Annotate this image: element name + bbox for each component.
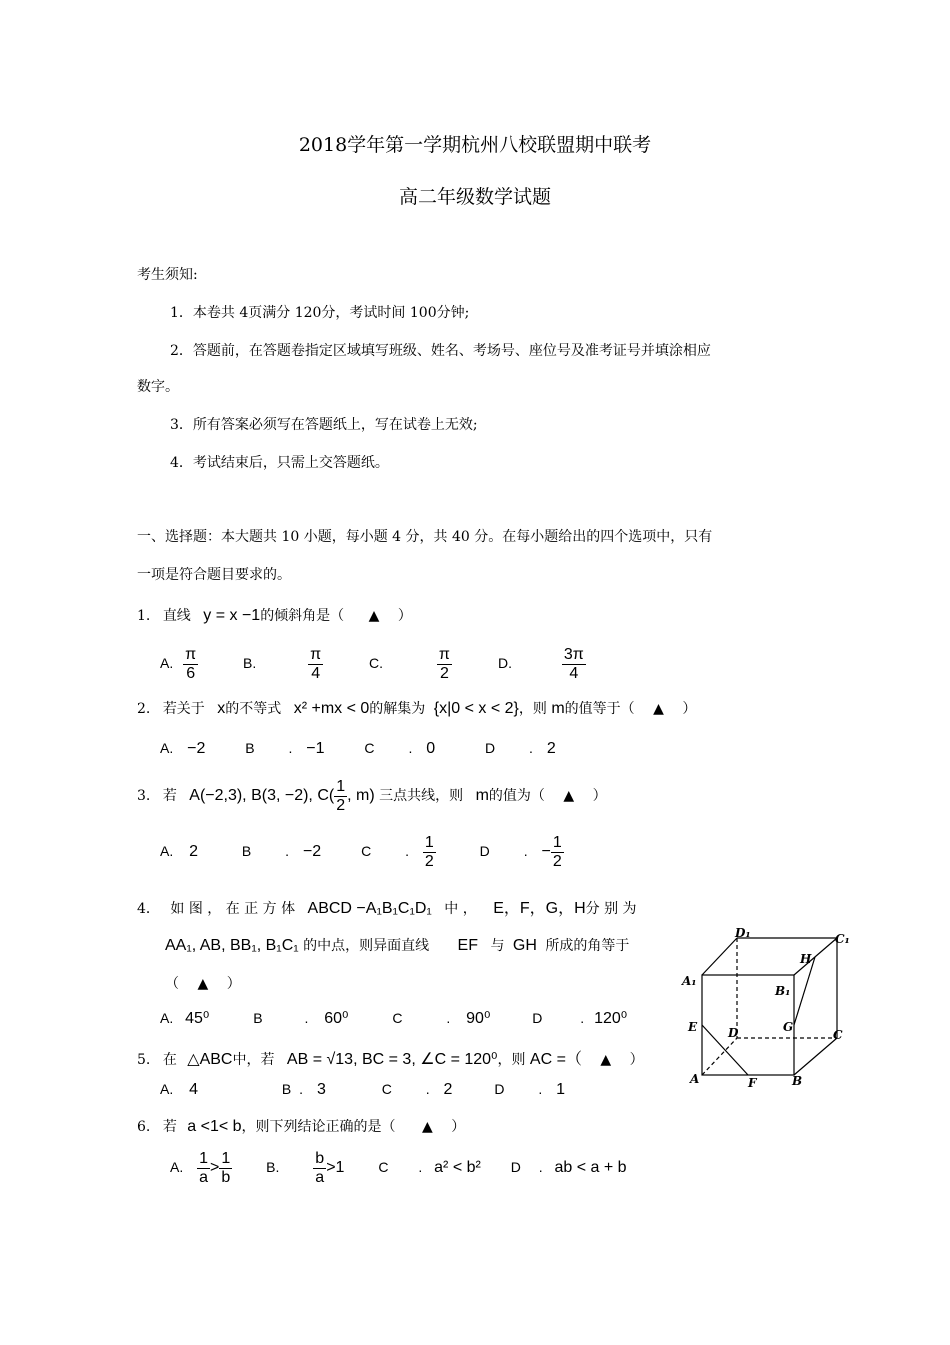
notice-heading: 考生须知: [137,267,198,283]
cube-figure [680,925,855,1095]
section-heading: 一项是符合题目要求的。 [137,567,291,583]
label-d: D [728,1026,739,1040]
question-6-options: A. $\frac{1}{a}$ > $\frac{1}{b}$ B. $\frac{b}{a}$ >1 C . a² < b² D . ab < a + b [170,1150,627,1186]
question-3: 3. 若 A(−2,3), B(3, −2), C( $\frac{1}{2}$ , m) 三点共线，则 m的值为（ ▲ ） [137,778,607,814]
exam-title: 2018学年第一学期杭州八校联盟期中联考 [298,134,652,156]
question-3-options: A. 2 B . −2 C . $\frac{1}{2}$ D . − $\frac{1}{2}$ [160,834,562,870]
question-6: 6. 若 a <1< b，则下列结论正确的是（ ▲ ） [137,1118,466,1135]
notice-item: 数字。 [137,379,179,395]
question-1-option-d: D. $\frac{3\pi}{4}$ [498,646,584,682]
question-1-option-a: A. $\frac{\pi}{6}$ [160,646,197,682]
question-4-blank: （ ▲ ） [165,976,241,992]
label-f: F [748,1076,757,1090]
label-c: C [833,1028,843,1042]
notice-item: 3．所有答案必须写在答题纸上，写在试卷上无效; [170,417,478,433]
question-1-option-c: C. $\frac{\pi}{2}$ [369,646,450,682]
label-e: E [688,1020,698,1034]
notice-item: 1．本卷共 4页满分 120分，考试时间 100分钟; [170,305,470,321]
label-h: H [800,952,812,966]
question-4-line2: AA₁, AB, BB₁, B₁C₁ 的中点，则异面直线 EF 与 GH 所成的角等于 [165,937,630,954]
label-b1: B₁ [775,984,791,998]
question-1: 1. 直线 y = x −1的倾斜角是（ ▲ ） [137,607,412,624]
exam-subtitle: 高二年级数学试题 [398,186,551,208]
question-2: 2. 若关于 x的不等式 x² +mx < 0的解集为 {x|0 < x < 2}，则 m的值等于（ ▲ ） [137,700,697,717]
section-heading: 一、选择题：本大题共 10 小题，每小题 4 分，共 40 分。在每小题给出的四个选项中，只有 [137,529,713,545]
label-a: A [690,1072,700,1086]
question-5-options: A. 4 B . 3 C . 2 D . 1 [160,1081,566,1098]
label-c1: C₁ [835,932,850,946]
label-a1: A₁ [682,974,697,988]
label-d1: D₁ [735,926,751,940]
question-5: 5. 在 △ABC中，若 AB = √13, BC = 3, ∠C = 120⁰，则 AC =（ ▲ ） [137,1051,644,1068]
question-4-options: A. 45⁰ B . 60⁰ C . 90⁰ D . 120⁰ [160,1010,628,1027]
question-1-option-b: B. $\frac{\pi}{4}$ [243,646,322,682]
notice-item: 4．考试结束后，只需上交答题纸。 [170,455,389,471]
label-g: G [783,1020,794,1034]
question-4: 4． 如 图 ， 在 正 方 体 ABCD −A₁B₁C₁D₁ 中 ， E，F，G，H分 别 为 [137,900,637,917]
label-b: B [792,1074,803,1088]
question-2-options: A. −2 B . −1 C . 0 D . 2 [160,740,556,757]
notice-item: 2．答题前，在答题卷指定区域填写班级、姓名、考场号、座位号及准考证号并填涂相应 [170,343,711,359]
